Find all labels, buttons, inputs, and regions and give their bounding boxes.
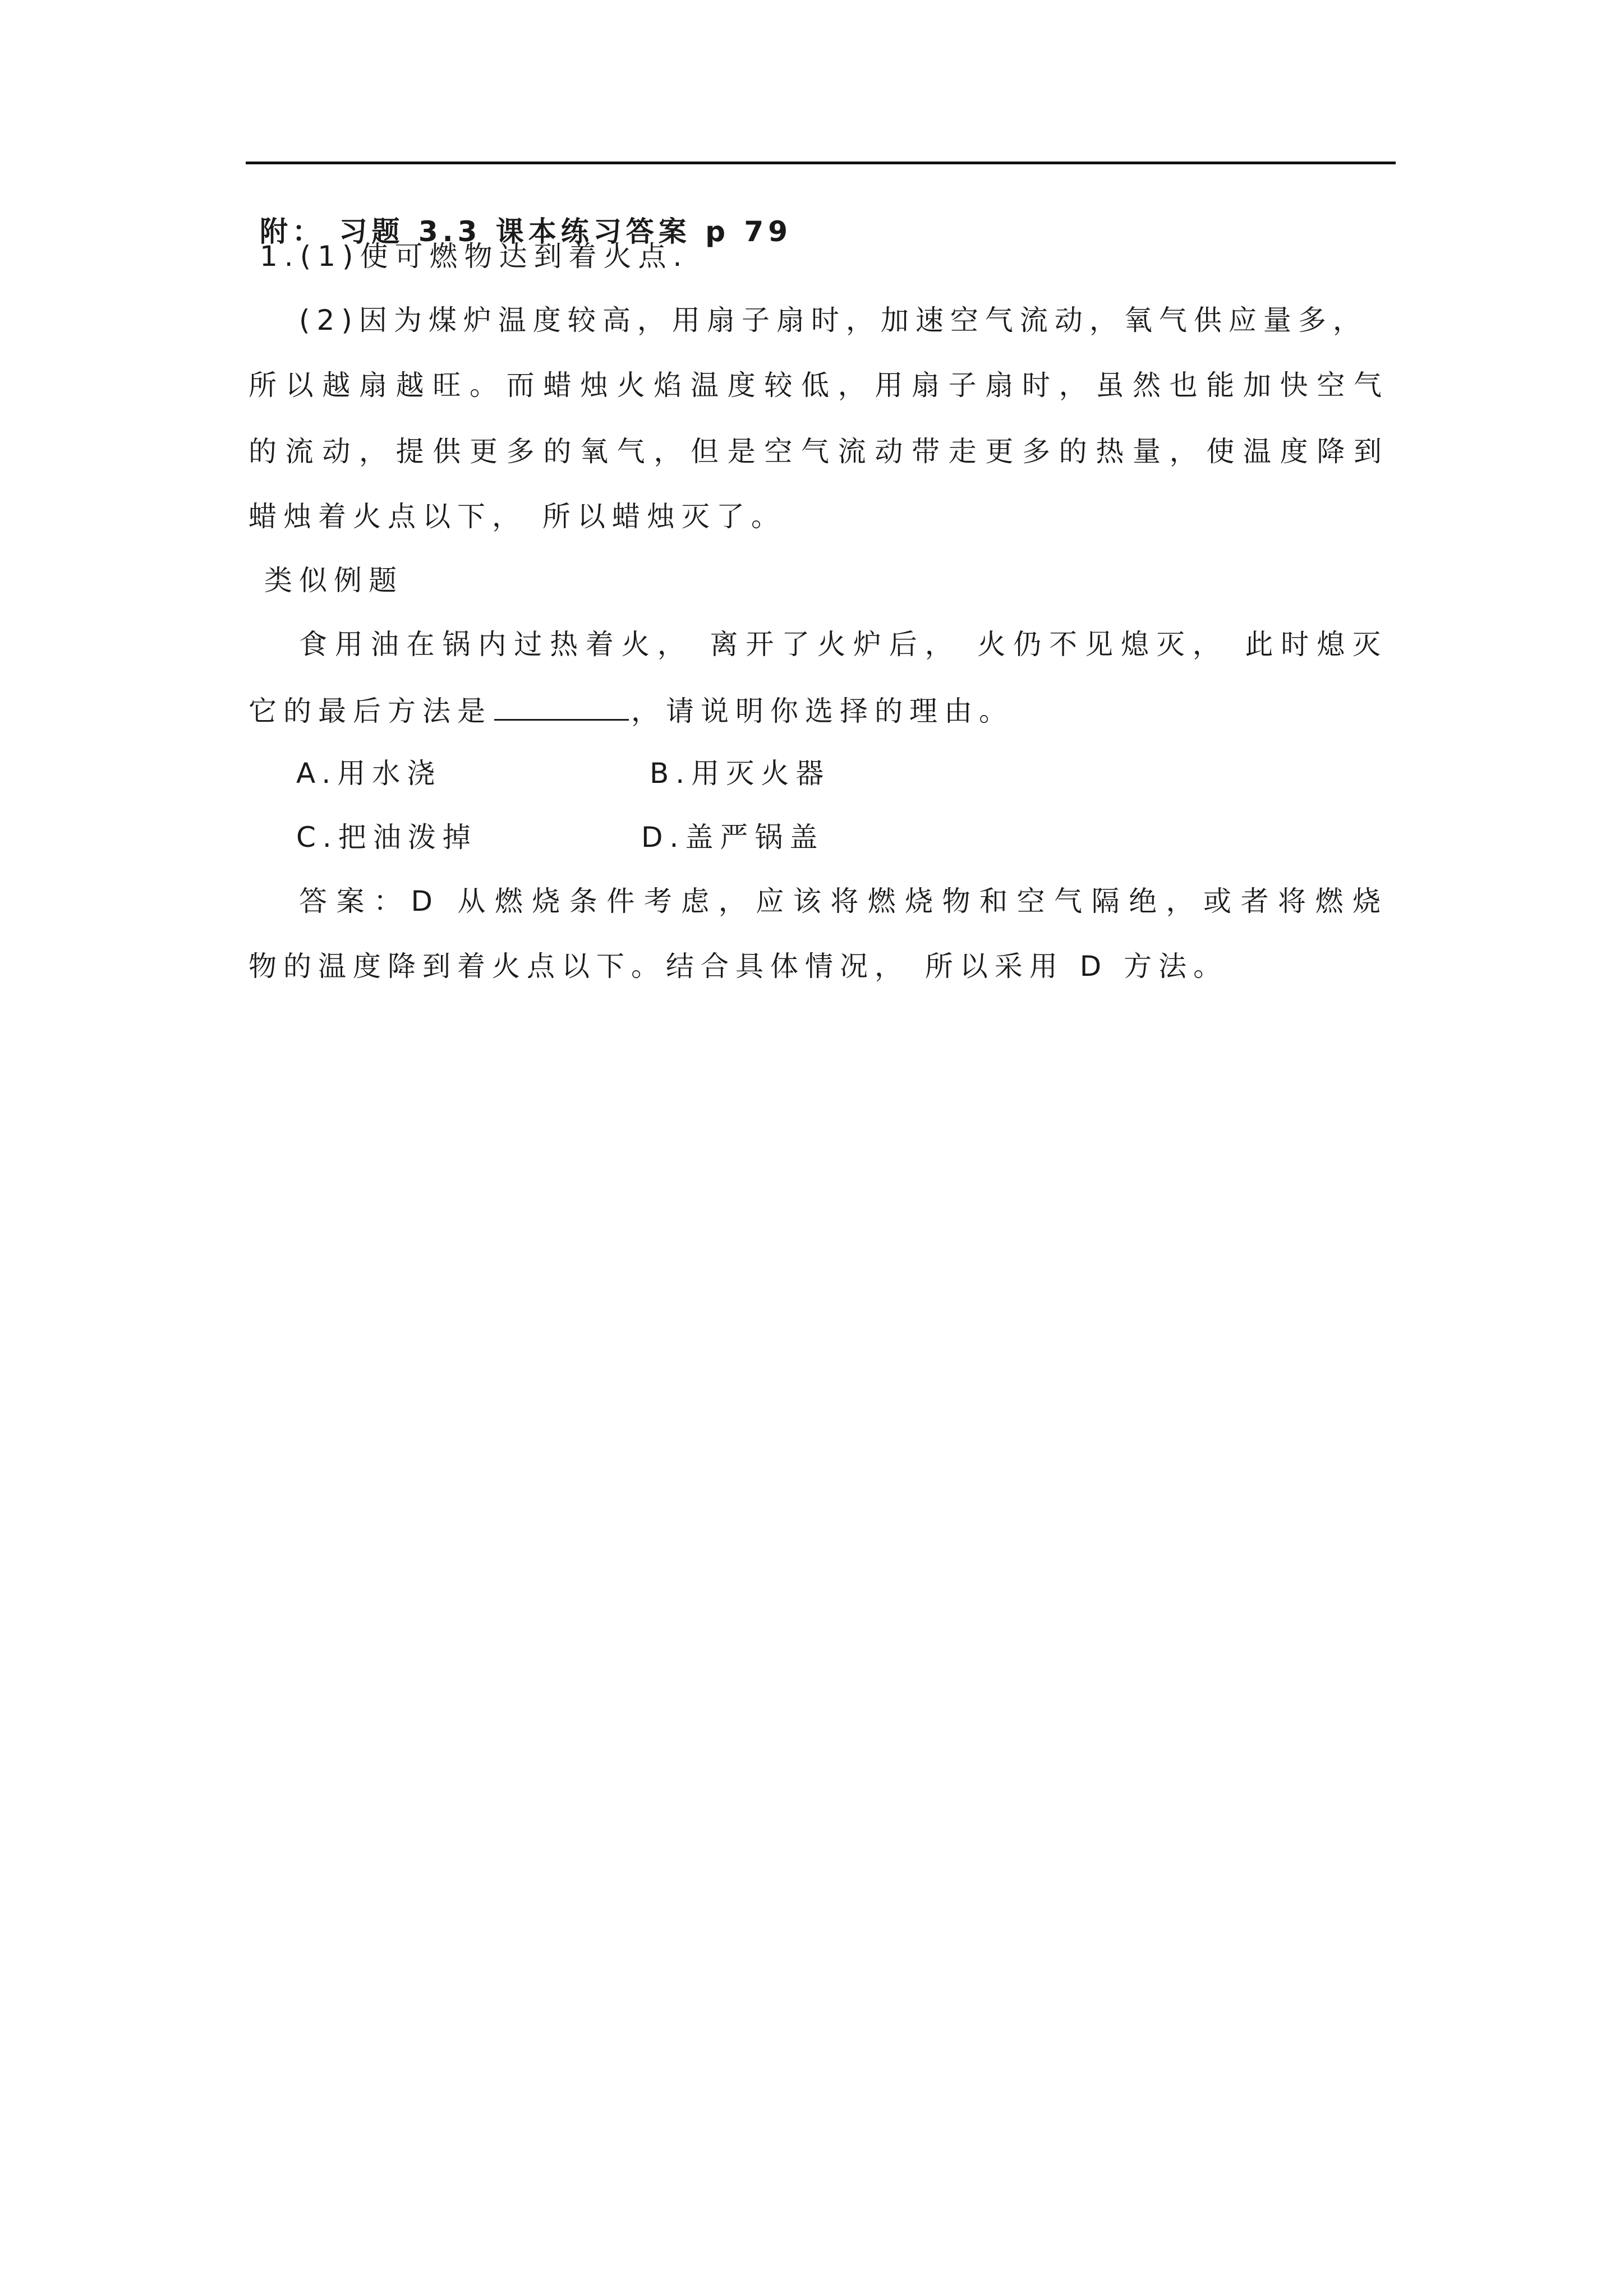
header-rule	[246, 162, 1396, 164]
answer-1-part-2-line-4: 蜡烛着火点以下， 所以蜡烛灭了。	[249, 500, 786, 533]
answer-line-1: 答案：D 从燃烧条件考虑，应该将燃烧物和空气隔绝，或者将燃烧	[299, 885, 1387, 918]
option-a: A.用水浇	[296, 757, 442, 790]
answer-1-part-2-line-1: (2)因为煤炉温度较高，用扇子扇时，加速空气流动，氧气供应量多，	[299, 304, 1368, 336]
question-line-1: 食用油在锅内过热着火， 离开了火炉后， 火仍不见熄灭， 此时熄灭	[299, 628, 1387, 661]
option-b: B.用灭火器	[650, 757, 831, 790]
appendix-heading: 附： 习题 3.3 课本练习答案 p 79	[260, 215, 792, 248]
answer-1-part-2-line-3: 的流动，提供更多的氧气，但是空气流动带走更多的热量，使温度降到	[249, 435, 1387, 468]
answer-1-part-1: 1.(1)使可燃物达到着火点.	[260, 240, 689, 273]
question-line-2-start: 它的最后方法是	[249, 695, 492, 727]
question-line-2	[249, 690, 1014, 731]
answer-line-2: 物的温度降到着火点以下。结合具体情况， 所以采用 D 方法。	[249, 950, 1229, 983]
answer-blank	[494, 690, 629, 721]
option-d: D.盖严锅盖	[641, 821, 825, 854]
option-c: C.把油泼掉	[296, 821, 477, 854]
similar-example-heading: 类似例题	[264, 564, 403, 597]
answer-1-part-2-line-2: 所以越扇越旺。而蜡烛火焰温度较低，用扇子扇时，虽然也能加快空气	[249, 369, 1387, 402]
question-line-2-end: ，请说明你选择的理由。	[631, 695, 1014, 727]
